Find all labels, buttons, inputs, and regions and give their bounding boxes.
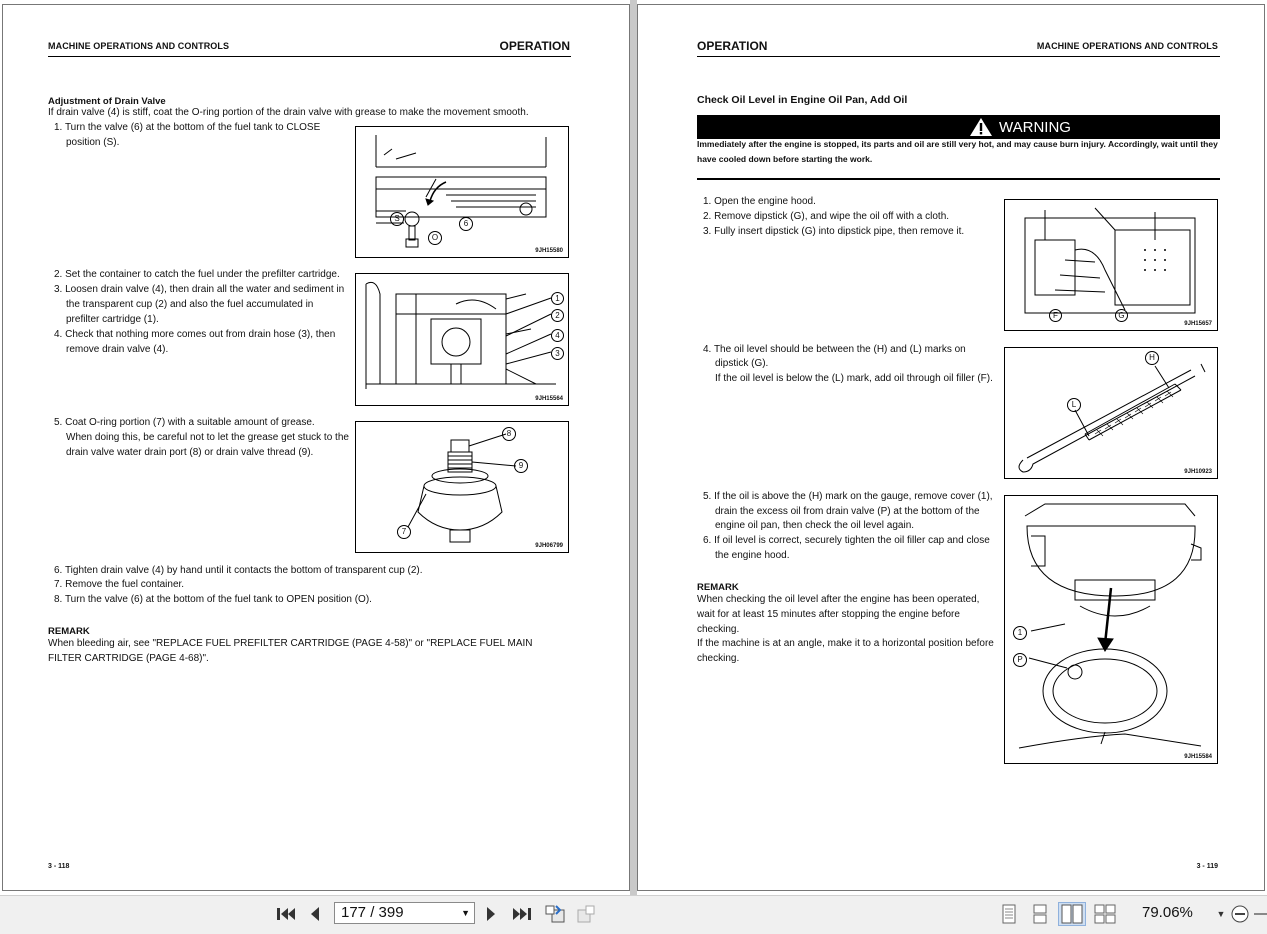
dipstick-drawing: [1005, 348, 1217, 478]
callout-O: O: [428, 231, 442, 245]
figure-code: 9JH06799: [535, 543, 563, 549]
figure-code: 9JH15584: [1184, 754, 1212, 760]
step-6: 6. Tighten drain valve (4) by hand until it contacts the bottom of transparent cup (2).: [54, 565, 423, 576]
step-2: 2. Set the container to catch the fuel under the prefilter cartridge.: [54, 269, 340, 280]
remark-text-e: checking.: [697, 653, 740, 664]
warning-banner: [697, 115, 1220, 139]
first-page-icon: [276, 906, 296, 922]
callout-G: G: [1115, 309, 1128, 322]
step-1: 1. Open the engine hood.: [703, 196, 816, 207]
figure-prefilter: [355, 273, 569, 406]
callout-S: S: [390, 212, 404, 226]
zoom-out-button[interactable]: [1229, 902, 1251, 926]
callout-7: 7: [397, 525, 411, 539]
callout-8: 8: [502, 427, 516, 441]
warning-rule: [697, 178, 1220, 180]
figure-code: 9JH15657: [1184, 321, 1212, 327]
remark-label: REMARK: [48, 626, 90, 637]
step-4a: 4. The oil level should be between the (H) and (L) marks on: [703, 344, 966, 355]
engine-compartment-drawing: [1005, 200, 1217, 330]
fuel-tank-valve-drawing: [356, 127, 568, 257]
figure-oil-pan-drain: [1004, 495, 1218, 764]
facing-pages-icon: [1061, 904, 1083, 924]
step-3a: 3. Loosen drain valve (4), then drain all the water and sediment in: [54, 284, 345, 295]
next-page-icon: [484, 906, 498, 922]
continuous-page-icon: [1032, 904, 1048, 924]
step-3: 3. Fully insert dipstick (G) into dipstick pipe, then remove it.: [703, 226, 965, 237]
header-rule: [697, 56, 1220, 57]
figure-fuel-tank-valve: [355, 126, 569, 258]
last-page-button[interactable]: [510, 902, 534, 926]
step-5c: drain valve water drain port (8) or drain valve thread (9).: [66, 447, 314, 458]
chevron-down-icon[interactable]: ▼: [461, 908, 470, 918]
header-section: MACHINE OPERATIONS AND CONTROLS: [48, 41, 230, 51]
last-page-icon: [512, 906, 532, 922]
prefilter-drawing: [356, 274, 568, 405]
step-5c: engine oil pan, then check the oil level again.: [715, 520, 915, 531]
step-7: 7. Remove the fuel container.: [54, 579, 185, 590]
zoom-dropdown-chevron-icon[interactable]: ▼: [1216, 909, 1226, 919]
page-number: 3 - 119: [1196, 863, 1218, 870]
step-4a: 4. Check that nothing more comes out from drain hose (3), then: [54, 329, 336, 340]
page-gutter: [630, 0, 637, 895]
section-title: Check Oil Level in Engine Oil Pan, Add Oil: [697, 94, 908, 106]
step-6a: 6. If oil level is correct, securely tighten the oil filler cap and close: [703, 535, 990, 546]
single-page-view-button[interactable]: [996, 902, 1022, 926]
step-6b: the engine hood.: [715, 550, 790, 561]
facing-pages-view-button[interactable]: [1058, 902, 1086, 926]
callout-4: 4: [551, 329, 564, 342]
zoom-level[interactable]: 79.06%: [1142, 904, 1193, 921]
step-2: 2. Remove dipstick (G), and wipe the oil off with a cloth.: [703, 211, 950, 222]
step-3c: prefilter cartridge (1).: [66, 314, 159, 325]
back-view-icon: [544, 904, 566, 924]
callout-2: 2: [551, 309, 564, 322]
step-4b: dipstick (G).: [715, 358, 769, 369]
zoom-out-icon: [1231, 905, 1249, 923]
callout-F: F: [1049, 309, 1062, 322]
callout-1: 1: [1013, 626, 1027, 640]
callout-H: H: [1145, 351, 1159, 365]
remark-text-a: When bleeding air, see "REPLACE FUEL PREFILTER CARTRIDGE (PAGE 4-58)" or "REPLACE FUEL MAIN: [48, 638, 533, 649]
step-5b: When doing this, be careful not to let the grease get stuck to the: [66, 432, 349, 443]
remark-text-b: FILTER CARTRIDGE (PAGE 4-68)".: [48, 653, 209, 664]
warning-triangle-icon: [969, 117, 993, 137]
warning-text-a: Immediately after the engine is stopped, its parts and oil are still very hot, and may cause burn injury. Accordingly, wait until they: [697, 139, 1218, 149]
step-5a: 5. Coat O-ring portion (7) with a suitable amount of grease.: [54, 417, 315, 428]
step-4c: If the oil level is below the (L) mark, add oil through oil filler (F).: [715, 373, 993, 384]
callout-P: P: [1013, 653, 1027, 667]
callout-3: 3: [551, 347, 564, 360]
figure-code: 9JH15580: [535, 248, 563, 254]
step-3b: the transparent cup (2) and also the fuel accumulated in: [66, 299, 314, 310]
callout-9: 9: [514, 459, 528, 473]
warning-text-b: have cooled down before starting the work.: [697, 154, 873, 164]
step-1b: position (S).: [66, 137, 120, 148]
page-right: [637, 4, 1265, 891]
figure-code: 9JH15564: [535, 396, 563, 402]
page-left: [2, 4, 630, 891]
step-5b: drain the excess oil from drain valve (P) at the bottom of the: [715, 506, 980, 517]
warning-label: WARNING: [999, 119, 1071, 136]
figure-dipstick: [1004, 347, 1218, 479]
remark-label: REMARK: [697, 582, 739, 593]
step-5a: 5. If the oil is above the (H) mark on the gauge, remove cover (1),: [703, 491, 993, 502]
header-section: MACHINE OPERATIONS AND CONTROLS: [1036, 41, 1218, 51]
zoom-slider[interactable]: [1254, 902, 1267, 926]
page-number-input[interactable]: [334, 902, 475, 924]
page-number: 3 - 118: [48, 863, 70, 870]
page-indicator: 177 / 399: [341, 904, 404, 921]
viewer-toolbar: [0, 895, 1267, 934]
step-8: 8. Turn the valve (6) at the bottom of the fuel tank to OPEN position (O).: [54, 594, 372, 605]
callout-1: 1: [551, 292, 564, 305]
facing-continuous-icon: [1094, 904, 1116, 924]
callout-L: L: [1067, 398, 1081, 412]
previous-page-button[interactable]: [304, 902, 326, 926]
go-forward-view-button[interactable]: [574, 902, 600, 926]
remark-text-d: If the machine is at an angle, make it to a horizontal position before: [697, 638, 994, 649]
remark-text-c: checking.: [697, 624, 740, 635]
figure-engine-compartment: [1004, 199, 1218, 331]
callout-6: 6: [459, 217, 473, 231]
continuous-view-button[interactable]: [1027, 902, 1053, 926]
next-page-button[interactable]: [480, 902, 502, 926]
intro-text: If drain valve (4) is stiff, coat the O-ring portion of the drain valve with grease to make the movement smooth.: [48, 107, 529, 118]
go-back-view-button[interactable]: [542, 902, 568, 926]
remark-text-a: When checking the oil level after the engine has been operated,: [697, 594, 980, 605]
figure-code: 9JH10923: [1184, 469, 1212, 475]
forward-view-icon: [576, 904, 598, 924]
section-title: Adjustment of Drain Valve: [48, 96, 166, 107]
single-page-icon: [1001, 904, 1017, 924]
facing-continuous-view-button[interactable]: [1092, 902, 1118, 926]
first-page-button[interactable]: [274, 902, 298, 926]
header-rule: [48, 56, 571, 57]
previous-page-icon: [308, 906, 322, 922]
header-chapter: OPERATION: [697, 39, 768, 53]
oil-pan-drain-drawing: [1005, 496, 1217, 763]
header-chapter: OPERATION: [499, 39, 570, 53]
figure-drain-valve: [355, 421, 569, 553]
step-1a: 1. Turn the valve (6) at the bottom of the fuel tank to CLOSE: [54, 122, 321, 133]
drain-valve-drawing: [356, 422, 568, 552]
remark-text-b: wait for at least 15 minutes after stopping the engine before: [697, 609, 960, 620]
zoom-slider-track: [1254, 913, 1267, 915]
step-4b: remove drain valve (4).: [66, 344, 169, 355]
